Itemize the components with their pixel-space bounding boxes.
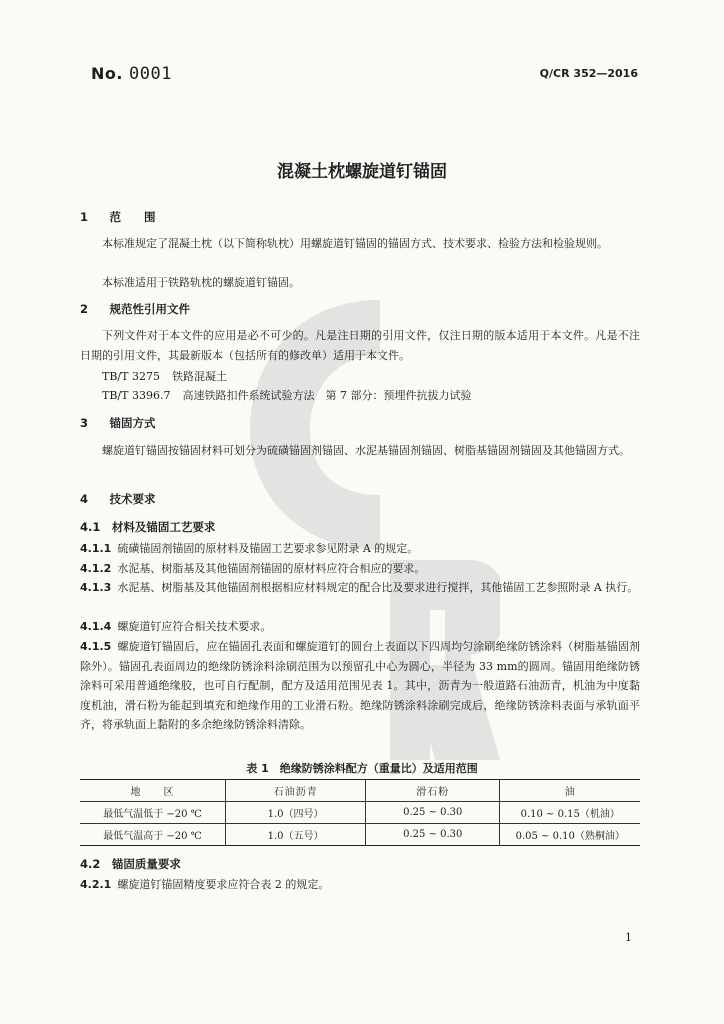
table-1	[80, 779, 640, 846]
section-2-paragraph-1: 下列文件对于本文件的应用是必不可少的。凡是注日期的引用文件，仅注日期的版本适用于本文件。凡是不注日期的引用文件，其最新版本（包括所有的修改单）适用于本文件。	[80, 329, 640, 362]
section-4-title: 技术要求	[109, 492, 156, 506]
document-title: 混凝土枕螺旋道钉锚固	[277, 162, 447, 182]
clause-text: 螺旋道钉锚固精度要求应符合表 2 的规定。	[117, 878, 330, 891]
section-2-title: 规范性引用文件	[109, 302, 190, 316]
section-3-title: 锚固方式	[109, 416, 156, 430]
clause-4-1-2	[80, 559, 640, 579]
table-cell: 0.10 ~ 0.15（机油）	[500, 802, 640, 824]
clause-4-1-4	[80, 617, 640, 637]
clause-text: 硫磺锚固剂锚固的原材料及锚固工艺要求参见附录 A 的规定。	[117, 542, 419, 555]
clause-text: 螺旋道钉应符合相关技术要求。	[117, 620, 272, 633]
section-4-2-number: 4.2	[80, 857, 101, 871]
clause-text: 水泥基、树脂基及其他锚固剂根据相应材料规定的配合比及要求进行搅拌，其他锚固工艺参照附录 A 执行。	[117, 581, 639, 594]
clause-4-1-3	[80, 578, 640, 598]
table-cell: 0.25 ~ 0.30	[366, 824, 500, 846]
section-3-paragraph-1: 螺旋道钉锚固按锚固材料可划分为硫磺锚固剂锚固、水泥基锚固剂锚固、树脂基锚固剂锚固及其他锚固方式。	[102, 444, 630, 457]
table-cell: 0.25 ~ 0.30	[366, 802, 500, 824]
clause-4-1-1	[80, 539, 640, 559]
section-1-heading	[80, 209, 156, 225]
reference-item	[102, 368, 227, 384]
section-4-1-heading	[80, 519, 215, 535]
reference-code: TB/T 3275	[102, 370, 160, 383]
clause-number: 4.2.1	[80, 878, 112, 891]
reference-code: TB/T 3396.7	[102, 389, 171, 402]
section-4-2-heading	[80, 856, 181, 872]
table-row	[80, 802, 640, 824]
clause-number: 4.1.3	[80, 581, 112, 594]
section-4-1-number: 4.1	[80, 520, 101, 534]
table-header-row	[80, 780, 640, 802]
section-3-number: 3	[80, 416, 89, 430]
section-4-heading	[80, 491, 156, 507]
section-2-heading	[80, 301, 190, 317]
clause-number: 4.1.4	[80, 620, 112, 633]
clause-4-2-1	[80, 875, 640, 895]
table-cell: 最低气温低于 −20 ℃	[80, 802, 226, 824]
section-4-2-title: 锚固质量要求	[111, 857, 181, 871]
table-row	[80, 824, 640, 846]
table-header-cell: 油	[500, 780, 640, 802]
document-number	[91, 64, 172, 84]
section-2-number: 2	[80, 302, 89, 316]
section-4-1-title: 材料及锚固工艺要求	[111, 520, 216, 534]
page-number: 1	[625, 931, 632, 944]
reference-item	[102, 387, 471, 403]
table-1-caption: 表 1 绝缘防锈涂料配方（重量比）及适用范围	[246, 762, 478, 775]
table-cell: 最低气温高于 −20 ℃	[80, 824, 226, 846]
table-header-cell: 石油沥青	[226, 780, 366, 802]
clause-4-1-5	[80, 637, 640, 735]
table-header-cell: 地 区	[80, 780, 226, 802]
table-cell: 1.0（五号）	[226, 824, 366, 846]
section-1-number: 1	[80, 210, 89, 224]
clause-number: 4.1.2	[80, 562, 112, 575]
document-number-value: 0001	[129, 64, 172, 84]
reference-title: 铁路混凝土	[171, 370, 227, 383]
table-cell: 0.05 ~ 0.10（熟桐油）	[500, 824, 640, 846]
clause-number: 4.1.1	[80, 542, 112, 555]
table-cell: 1.0（四号）	[226, 802, 366, 824]
section-1-paragraph-2: 本标准适用于铁路轨枕的螺旋道钉锚固。	[102, 276, 300, 289]
section-3-heading	[80, 415, 156, 431]
section-1-paragraph-1: 本标准规定了混凝土枕（以下简称轨枕）用螺旋道钉锚固的锚固方式、技术要求、检验方法和检验规则。	[102, 237, 608, 250]
document-number-label: No.	[91, 64, 123, 83]
standard-code: Q/CR 352—2016	[539, 67, 638, 80]
section-1-title: 范 围	[109, 210, 156, 224]
section-4-number: 4	[80, 492, 89, 506]
clause-text: 螺旋道钉锚固后，应在锚固孔表面和螺旋道钉的圆台上表面以下四周均匀涂刷绝缘防锈涂料（树脂基锚固剂除外）。锚固孔表面周边的绝缘防锈涂料涂刷范围为以预留孔中心为圆心，半径为 33 mm的圆周。锚固用绝缘防锈涂料可采用普通绝缘胶，也可自行配制，配方及适用范围见表 1。其中，沥青为一般道路石油沥青，机油为中度黏度机油，滑石粉为能起到填充和绝缘作用的工业滑石粉。绝缘防锈涂料涂刷完成后，绝缘防锈涂料表面与承轨面平齐，将承轨面上黏附的多余绝缘防锈涂料清除。	[80, 640, 640, 731]
reference-title: 高速铁路扣件系统试验方法 第 7 部分：预埋件抗拔力试验	[182, 389, 472, 402]
table-header-cell: 滑石粉	[366, 780, 500, 802]
clause-text: 水泥基、树脂基及其他锚固剂锚固的原材料应符合相应的要求。	[117, 562, 426, 575]
clause-number: 4.1.5	[80, 640, 112, 653]
